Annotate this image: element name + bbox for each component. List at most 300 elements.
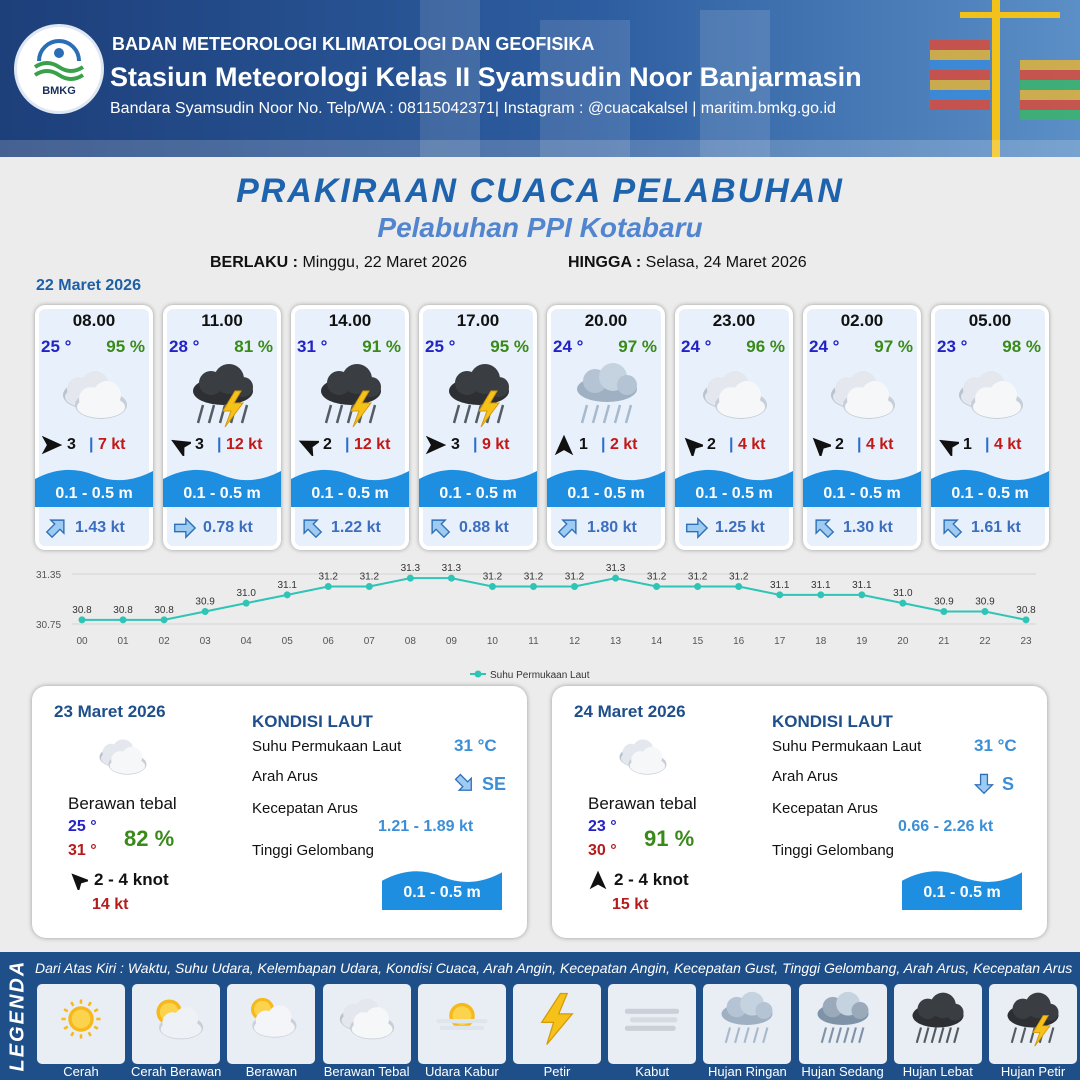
data-point xyxy=(817,591,824,598)
current-arrow-icon xyxy=(939,515,965,541)
data-point xyxy=(612,575,619,582)
data-point xyxy=(79,616,86,623)
valid-from-value: Minggu, 22 Maret 2026 xyxy=(302,254,467,271)
current-arrow-icon xyxy=(811,515,837,541)
current-direction xyxy=(555,515,581,541)
wave-height: 0.1 - 0.5 m xyxy=(439,485,517,502)
wind-direction xyxy=(809,434,831,456)
wind-arrow-icon xyxy=(937,434,959,456)
current-speed: 0.88 kt xyxy=(459,519,509,536)
forecast-card xyxy=(931,305,1049,550)
gust-speed xyxy=(857,436,894,454)
x-tick-label: 06 xyxy=(322,636,334,647)
legend-item xyxy=(989,984,1077,1064)
data-point xyxy=(530,583,537,590)
wind-direction xyxy=(681,434,703,456)
x-tick-label: 18 xyxy=(815,636,827,647)
data-point xyxy=(571,583,578,590)
gust-value: 2 kt xyxy=(609,436,638,453)
wave-height: 0.1 - 0.5 m xyxy=(183,485,261,502)
panel-temp-max: 30 ° xyxy=(588,842,617,859)
data-label: 30.8 xyxy=(72,604,92,616)
data-label: 31.0 xyxy=(236,588,256,600)
forecast-card xyxy=(547,305,665,550)
sea-condition-title: KONDISI LAUT xyxy=(252,712,373,731)
x-tick-label: 13 xyxy=(610,636,622,647)
wind-arrow-icon xyxy=(553,434,575,456)
panel-humidity: 91 % xyxy=(644,826,695,851)
humidity: 97 % xyxy=(874,337,913,356)
humidity: 91 % xyxy=(362,337,401,356)
x-tick-label: 23 xyxy=(1020,636,1032,647)
current-direction xyxy=(427,515,453,541)
wave-height: 0.1 - 0.5 m xyxy=(55,485,133,502)
panel-weather-icon xyxy=(610,732,676,782)
x-tick-label: 20 xyxy=(897,636,909,647)
legend-icon xyxy=(47,990,115,1048)
legend-item xyxy=(894,984,982,1064)
x-tick-label: 03 xyxy=(199,636,211,647)
current-arrow-icon xyxy=(43,515,69,541)
data-point xyxy=(694,583,701,590)
berawan-tebal-icon xyxy=(333,990,401,1048)
panel-gust: 14 kt xyxy=(92,896,129,913)
hujan-petir-icon xyxy=(999,990,1067,1048)
legend-label: Hujan Sedang xyxy=(801,1064,884,1079)
wind-row xyxy=(163,433,281,457)
current-direction-label: Arah Arus xyxy=(772,768,838,785)
udara-kabur-icon xyxy=(428,990,496,1048)
current-direction xyxy=(43,515,69,541)
wind-arrow-icon xyxy=(809,434,831,456)
berawan-tebal-icon xyxy=(695,361,775,429)
separator: | xyxy=(601,436,606,453)
legend-label: Hujan Petir xyxy=(1000,1064,1066,1079)
valid-to-value: Selasa, 24 Maret 2026 xyxy=(645,254,807,271)
current-speed: 1.61 kt xyxy=(971,519,1021,536)
data-point xyxy=(243,600,250,607)
station-name: Stasiun Meteorologi Kelas II Syamsudin Noor Banjarmasin xyxy=(110,62,862,92)
hujan-petir-icon xyxy=(183,361,263,429)
ground-strip xyxy=(0,140,1080,157)
current-direction-value: SE xyxy=(482,774,507,794)
humidity: 95 % xyxy=(106,337,145,356)
wave-height: 0.1 - 0.5 m xyxy=(695,485,773,502)
forecast-card xyxy=(803,305,921,550)
legend-icon xyxy=(333,990,401,1048)
data-point xyxy=(366,583,373,590)
data-label: 31.0 xyxy=(893,588,913,600)
gust-speed xyxy=(217,436,262,454)
legend-label: Berawan Tebal xyxy=(323,1064,410,1079)
panel-weather-icon xyxy=(90,732,156,782)
data-label: 31.3 xyxy=(605,563,626,575)
kabut-icon xyxy=(618,990,686,1048)
current-arrow-icon xyxy=(171,515,197,541)
wave-height: 0.1 - 0.5 m xyxy=(567,485,645,502)
wind-direction xyxy=(297,434,319,456)
current-speed: 0.78 kt xyxy=(203,519,253,536)
data-label: 31.2 xyxy=(482,571,503,583)
data-label: 30.8 xyxy=(154,604,174,616)
data-point xyxy=(202,608,209,615)
separator: | xyxy=(473,436,478,453)
wind-speed: 2 xyxy=(323,436,332,453)
x-tick-label: 14 xyxy=(651,636,663,647)
valid-from-label: BERLAKU : xyxy=(210,254,298,271)
data-label: 31.2 xyxy=(318,571,338,583)
panel-wind-direction xyxy=(588,870,608,890)
page-subtitle: Pelabuhan PPI Kotabaru xyxy=(377,212,703,243)
wind-speed: 1 xyxy=(963,436,972,453)
x-tick-label: 11 xyxy=(528,636,539,647)
x-tick-label: 19 xyxy=(856,636,868,647)
current-speed-label: Kecepatan Arus xyxy=(252,800,358,817)
air-temperature: 25 ° xyxy=(425,337,456,356)
current-direction-value: S xyxy=(1002,774,1015,794)
current-direction xyxy=(683,515,709,541)
daily-panel xyxy=(552,686,1047,938)
legend-item xyxy=(608,984,696,1064)
legend-label: Kabut xyxy=(635,1064,670,1079)
air-temperature: 25 ° xyxy=(41,337,72,356)
air-temperature: 24 ° xyxy=(553,337,584,356)
separator: | xyxy=(985,436,990,453)
panel-temp-min: 25 ° xyxy=(68,818,97,835)
wind-row xyxy=(291,433,409,457)
wind-row xyxy=(547,433,665,457)
wave-height-value: 0.1 - 0.5 m xyxy=(923,884,1001,901)
current-speed: 1.30 kt xyxy=(843,519,893,536)
data-point xyxy=(489,583,496,590)
wind-speed: 2 xyxy=(835,436,844,453)
legend-item xyxy=(703,984,791,1064)
wind-row xyxy=(35,433,153,457)
wind-speed: 3 xyxy=(451,436,460,453)
data-point xyxy=(899,600,906,607)
data-label: 31.1 xyxy=(277,579,297,591)
hujan-ringan-icon xyxy=(713,990,781,1048)
legend-icon xyxy=(618,990,686,1048)
gust-value: 4 kt xyxy=(865,436,894,453)
data-point xyxy=(981,608,988,615)
data-label: 30.9 xyxy=(975,596,995,608)
legend-label: Cerah xyxy=(63,1064,99,1079)
legend-icon xyxy=(999,990,1067,1048)
humidity: 97 % xyxy=(618,337,657,356)
legend-icon xyxy=(237,990,305,1048)
current-direction-arrow xyxy=(452,770,476,796)
forecast-date: 22 Maret 2026 xyxy=(36,277,141,294)
legend-description: Dari Atas Kiri : Waktu, Suhu Udara, Kelembapan Udara, Kondisi Cuaca, Arah Angin, Kecepatan Angin, Kecepatan Gust, Tinggi Gelombang, Arah Arus, Kecepatan Arus xyxy=(35,960,1073,976)
current-speed-value: 0.66 - 2.26 kt xyxy=(898,818,994,835)
cerah-berawan-icon xyxy=(142,990,210,1048)
legend-label: Hujan Lebat xyxy=(902,1064,973,1079)
data-point xyxy=(120,616,127,623)
separator: | xyxy=(217,436,222,453)
y-tick-label: 31.35 xyxy=(36,570,62,581)
data-point xyxy=(653,583,660,590)
air-temperature: 24 ° xyxy=(681,337,712,356)
weather-icon xyxy=(695,361,775,429)
legend-icon xyxy=(428,990,496,1048)
cerah-icon xyxy=(47,990,115,1048)
berawan-tebal-icon xyxy=(823,361,903,429)
x-tick-label: 05 xyxy=(281,636,293,647)
data-point xyxy=(407,575,414,582)
legend-label: Petir xyxy=(543,1064,571,1079)
wave-height: 0.1 - 0.5 m xyxy=(951,485,1029,502)
panel-wind-speed: 2 - 4 knot xyxy=(94,870,169,889)
panel-date: 24 Maret 2026 xyxy=(574,702,686,721)
separator: | xyxy=(345,436,350,453)
legend-icon xyxy=(809,990,877,1048)
data-point xyxy=(735,583,742,590)
bmkg-logo xyxy=(14,24,104,114)
weather-icon xyxy=(183,361,263,429)
forecast-time: 08.00 xyxy=(72,311,116,330)
data-label: 31.2 xyxy=(523,571,544,583)
panel-gust: 15 kt xyxy=(612,896,649,913)
logo-text: BMKG xyxy=(42,85,76,97)
legend-item xyxy=(227,984,315,1064)
forecast-card xyxy=(675,305,793,550)
hujan-petir-icon xyxy=(439,361,519,429)
wind-speed: 1 xyxy=(579,436,588,453)
x-tick-label: 09 xyxy=(445,636,457,647)
hujan-ringan-icon xyxy=(567,361,647,429)
x-tick-label: 10 xyxy=(486,636,498,647)
legend-label: Udara Kabur xyxy=(424,1064,499,1079)
panel-temp-min: 23 ° xyxy=(588,818,617,835)
wind-direction xyxy=(425,434,447,456)
data-label: 31.1 xyxy=(770,579,790,591)
current-speed: 1.22 kt xyxy=(331,519,381,536)
data-point xyxy=(161,616,168,623)
legend-item xyxy=(799,984,887,1064)
legend-title: LEGENDA xyxy=(6,959,29,1072)
data-label: 30.9 xyxy=(195,596,215,608)
berawan-tebal-icon xyxy=(90,732,156,782)
wind-speed: 2 xyxy=(707,436,716,453)
gust-speed xyxy=(729,436,766,454)
weather-icon xyxy=(311,361,391,429)
weather-icon xyxy=(823,361,903,429)
panel-condition: Berawan tebal xyxy=(588,794,697,813)
gust-value: 4 kt xyxy=(737,436,766,453)
wind-direction xyxy=(41,434,63,456)
valid-from xyxy=(210,254,467,272)
wind-direction xyxy=(169,434,191,456)
legend-item xyxy=(37,984,125,1064)
current-direction xyxy=(939,515,965,541)
legend-label: Suhu Permukaan Laut xyxy=(490,670,590,681)
hujan-lebat-icon xyxy=(904,990,972,1048)
forecast-time: 17.00 xyxy=(456,311,500,330)
data-label: 31.1 xyxy=(811,579,831,591)
panel-temp-max: 31 ° xyxy=(68,842,97,859)
air-temperature: 31 ° xyxy=(297,337,328,356)
weather-icon xyxy=(55,361,135,429)
gust-value: 4 kt xyxy=(993,436,1022,453)
wind-arrow-icon xyxy=(68,870,88,890)
wind-row xyxy=(931,433,1049,457)
panel-wind-direction xyxy=(68,870,88,890)
y-tick-label: 30.75 xyxy=(36,620,62,631)
container-stack-graphic xyxy=(1020,60,1080,120)
x-tick-label: 12 xyxy=(568,636,581,647)
air-temperature: 28 ° xyxy=(169,337,200,356)
forecast-time: 14.00 xyxy=(328,311,372,330)
sea-condition-title: KONDISI LAUT xyxy=(772,712,893,731)
gust-value: 9 kt xyxy=(481,436,510,453)
data-point xyxy=(325,583,332,590)
x-tick-label: 01 xyxy=(117,636,129,647)
legend-label: Berawan xyxy=(245,1064,298,1079)
data-point xyxy=(1023,616,1030,623)
current-speed-value: 1.21 - 1.89 kt xyxy=(378,818,474,835)
separator: | xyxy=(857,436,862,453)
wind-arrow-icon xyxy=(425,434,447,456)
gust-value: 12 kt xyxy=(353,436,391,453)
gust-speed xyxy=(345,436,390,454)
gust-value: 7 kt xyxy=(97,436,126,453)
forecast-card xyxy=(419,305,537,550)
sst-value: 31 °C xyxy=(454,736,497,755)
current-arrow-icon xyxy=(452,770,476,796)
forecast-card xyxy=(163,305,281,550)
wind-arrow-icon xyxy=(588,870,608,890)
humidity: 96 % xyxy=(746,337,785,356)
berawan-tebal-icon xyxy=(55,361,135,429)
legend-marker xyxy=(475,671,482,678)
sst-value: 31 °C xyxy=(974,736,1017,755)
data-point xyxy=(284,591,291,598)
berawan-tebal-icon xyxy=(951,361,1031,429)
wind-arrow-icon xyxy=(41,434,63,456)
valid-to xyxy=(568,254,807,272)
forecast-time: 20.00 xyxy=(584,311,628,330)
current-direction xyxy=(299,515,325,541)
wind-row xyxy=(419,433,537,457)
header-banner xyxy=(0,0,1080,157)
container-stack-graphic xyxy=(930,40,990,110)
wave-height: 0.1 - 0.5 m xyxy=(823,485,901,502)
x-tick-label: 17 xyxy=(774,636,786,647)
forecast-card xyxy=(291,305,409,550)
daily-panel xyxy=(32,686,527,938)
data-point xyxy=(448,575,455,582)
panel-humidity: 82 % xyxy=(124,826,175,851)
berawan-icon xyxy=(237,990,305,1048)
legend-icon xyxy=(523,990,591,1048)
bmkg-logo-icon xyxy=(17,31,101,91)
x-tick-label: 02 xyxy=(158,636,170,647)
panel-date: 23 Maret 2026 xyxy=(54,702,166,721)
current-speed: 1.43 kt xyxy=(75,519,125,536)
current-arrow-icon xyxy=(683,515,709,541)
current-direction-arrow xyxy=(972,770,996,796)
legend-item xyxy=(323,984,411,1064)
wind-direction xyxy=(937,434,959,456)
x-tick-label: 04 xyxy=(240,636,252,647)
air-temperature: 23 ° xyxy=(937,337,968,356)
x-tick-label: 07 xyxy=(363,636,375,647)
current-speed: 1.80 kt xyxy=(587,519,637,536)
current-arrow-icon xyxy=(299,515,325,541)
humidity: 81 % xyxy=(234,337,273,356)
data-point xyxy=(776,591,783,598)
sst-label: Suhu Permukaan Laut xyxy=(772,738,922,755)
legend-icon xyxy=(713,990,781,1048)
gust-speed xyxy=(473,436,510,454)
petir-icon xyxy=(523,990,591,1048)
wind-direction xyxy=(553,434,575,456)
data-label: 30.9 xyxy=(934,596,954,608)
x-tick-label: 21 xyxy=(938,636,950,647)
legend-item xyxy=(132,984,220,1064)
legend-item xyxy=(418,984,506,1064)
data-label: 30.8 xyxy=(1016,604,1036,616)
forecast-time: 23.00 xyxy=(712,311,756,330)
weather-icon xyxy=(439,361,519,429)
hujan-sedang-icon xyxy=(809,990,877,1048)
gust-value: 12 kt xyxy=(225,436,263,453)
wind-arrow-icon xyxy=(297,434,319,456)
data-label: 31.2 xyxy=(646,571,667,583)
forecast-time: 05.00 xyxy=(968,311,1012,330)
x-tick-label: 16 xyxy=(733,636,745,647)
air-temperature: 24 ° xyxy=(809,337,840,356)
berawan-tebal-icon xyxy=(610,732,676,782)
current-arrow-icon xyxy=(972,770,996,796)
wind-arrow-icon xyxy=(169,434,191,456)
wind-speed: 3 xyxy=(67,436,76,453)
legend-icon xyxy=(904,990,972,1048)
x-tick-label: 22 xyxy=(979,636,991,647)
x-tick-label: 15 xyxy=(692,636,704,647)
gust-speed xyxy=(89,436,126,454)
series-line xyxy=(82,578,1026,620)
legend-icon xyxy=(142,990,210,1048)
contact-info: Bandara Syamsudin Noor No. Telp/WA : 08115042371| Instagram : @cuacakalsel | maritim.bmkg.go.id xyxy=(110,100,836,117)
separator: | xyxy=(89,436,94,453)
gust-speed xyxy=(601,436,638,454)
current-direction xyxy=(811,515,837,541)
forecast-time: 02.00 xyxy=(840,311,884,330)
wind-row xyxy=(675,433,793,457)
separator: | xyxy=(729,436,734,453)
x-tick-label: 00 xyxy=(76,636,88,647)
forecast-card xyxy=(35,305,153,550)
data-point xyxy=(858,591,865,598)
current-arrow-icon xyxy=(555,515,581,541)
x-tick-label: 08 xyxy=(404,636,416,647)
data-label: 31.3 xyxy=(400,563,421,575)
weather-icon xyxy=(567,361,647,429)
wave-height-value: 0.1 - 0.5 m xyxy=(403,884,481,901)
wave-height: 0.1 - 0.5 m xyxy=(311,485,389,502)
data-label: 31.2 xyxy=(728,571,749,583)
agency-name: BADAN METEOROLOGI KLIMATOLOGI DAN GEOFISIKA xyxy=(112,34,595,54)
hujan-petir-icon xyxy=(311,361,391,429)
weather-icon xyxy=(951,361,1031,429)
humidity: 98 % xyxy=(1002,337,1041,356)
data-point xyxy=(940,608,947,615)
panel-condition: Berawan tebal xyxy=(68,794,177,813)
wave-height-label: Tinggi Gelombang xyxy=(252,842,375,859)
current-direction xyxy=(171,515,197,541)
